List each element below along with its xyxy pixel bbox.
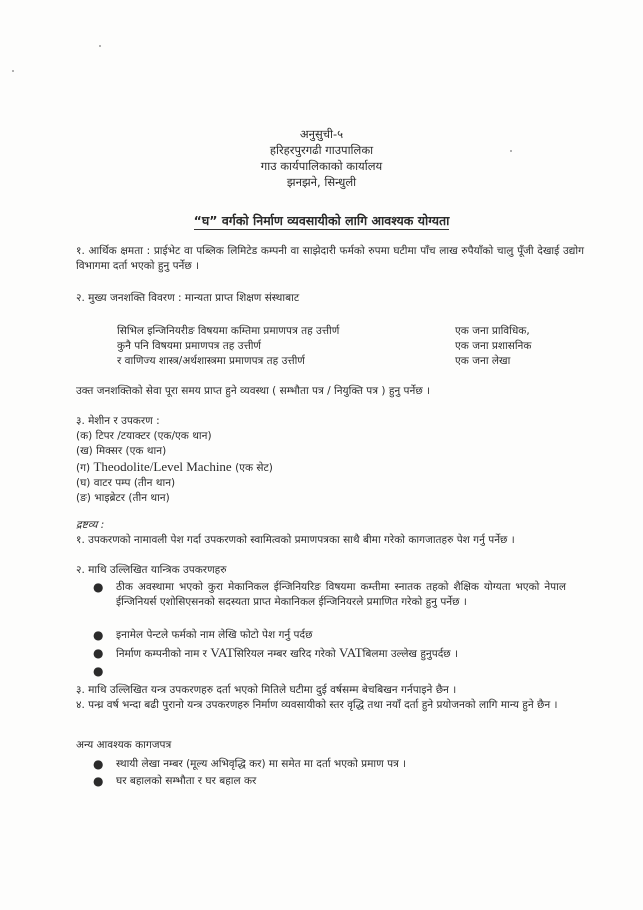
equipment-heading: ३. मेशीन र उपकरण : xyxy=(76,415,160,427)
bullet-icon: ● xyxy=(93,580,104,594)
count-technical: एक जना प्राविधिक, xyxy=(455,325,530,337)
note-4: ४. पन्ध्र वर्ष भन्दा बढी पुरानो यन्त्र उपकरणहरु निर्माण व्यवसायीको स्तर वृद्धि तथा नयाँ दर्ता हुने प्रयोजनको लागि मान्य हुने छैन । xyxy=(76,699,558,711)
municipality-name: हरिहरपुरगढी गाउपालिका xyxy=(269,143,374,157)
note-2-bullet: निर्माण कम्पनीको नाम र VATसिरियल नम्बर खरिद गरेको VATबिलमा उल्लेख हुनुपर्दछ । xyxy=(116,645,458,660)
bullet-icon: ● xyxy=(93,664,104,678)
note-2-bullet: इनामेल पेन्टले फर्मको नाम लेखि फोटो पेश गर्नु पर्दछ xyxy=(116,629,313,641)
equipment-item: (ख) मिक्सर (एक थान) xyxy=(76,445,167,457)
office-name: गाउ कार्यपालिकाको कार्यालय xyxy=(260,159,383,173)
note-1: १. उपकरणको नामावली पेश गर्दा उपकरणको स्वामित्वको प्रमाणपत्रका साथै बीमा गरेको कागजातहरु पेश गर्नु पर्नेछ । xyxy=(76,534,515,546)
financial-capacity: १. आर्थिक क्षमता : प्राईभेट वा पब्लिक लिमिटेड कम्पनी वा साझेदारी फर्मको रुपमा घटीमा पाँच लाख रुपैयाँको चालु पूँजी देखाई उद्योग विभागमा दर्ता भएको हुनु पर्नेछ । xyxy=(76,245,584,272)
equipment-item: (ग) Theodolite/Level Machine (एक सेट) xyxy=(76,459,273,474)
other-docs-heading: अन्य आवश्यक कागजपत्र xyxy=(76,739,172,751)
equipment-item: (क) टिपर /टयाक्टर (एक/एक थान) xyxy=(76,430,212,442)
qualification-commerce: र वाणिज्य शास्त्र/अर्थशास्त्रमा प्रमाणपत्र तह उत्तीर्ण xyxy=(117,355,305,367)
scan-speck xyxy=(12,70,14,72)
manpower-heading: २. मुख्य जनशक्ति विवरण : मान्यता प्राप्त शिक्षण संस्थाबाट xyxy=(76,292,300,304)
scan-speck xyxy=(99,45,101,47)
document-title: “घ” वर्गको निर्माण व्यवसायीको लागि आवश्यक योग्यता xyxy=(193,213,450,228)
count-admin: एक जना प्रशासनिक xyxy=(455,340,532,352)
count-accounts: एक जना लेखा xyxy=(455,355,511,367)
other-doc-item: घर बहालको सम्भौता र घर बहाल कर xyxy=(116,775,257,787)
equipment-item: (घ) वाटर पम्प (तीन थान) xyxy=(76,477,176,489)
bullet-icon: ● xyxy=(93,774,104,788)
note-2-bullet: ठीक अवस्थामा भएको कुरा मेकानिकल ईन्जिनियरिङ विषयमा कम्तीमा स्नातक तहको शैक्षिक योग्यता भएको नेपाल ईन्जिनियर्स एशोसिएसनको सदस्यता प्राप्त मेकानिकल ईन्जिनियरले प्रमाणित गरेको हुनु पर्नेछ । xyxy=(116,581,566,608)
schedule-number: अनुसुची-५ xyxy=(299,127,344,141)
note-2: २. माथि उल्लिखित यान्त्रिक उपकरणहरु xyxy=(76,564,227,576)
notes-heading: द्रष्टव्य : xyxy=(76,519,105,531)
qualification-civil: सिभिल इन्जिनियरीङ विषयमा कम्तिमा प्रमाणपत्र तह उत्तीर्ण xyxy=(117,325,340,337)
bullet-icon: ● xyxy=(93,646,104,660)
bullet-icon: ● xyxy=(93,757,104,771)
office-location: झनझने, सिन्धुली xyxy=(286,175,357,189)
theodolite-name: Theodolite/Level Machine xyxy=(93,459,232,474)
note-3: ३. माथि उल्लिखित यन्त्र उपकरणहरु दर्ता भएको मितिले घटीमा दुई वर्षसम्म बेचबिखन गर्नपाइने छैन । xyxy=(76,684,457,696)
equipment-item: (ङ) भाइब्रेटर (तीन थान) xyxy=(76,492,170,504)
other-doc-item: स्थायी लेखा नम्बर (मूल्य अभिवृद्धि कर) मा समेत मा दर्ता भएको प्रमाण पत्र । xyxy=(116,758,407,770)
manpower-note: उक्त जनशक्तिको सेवा पूरा समय प्राप्त हुने व्यवस्था ( सम्भौता पत्र / नियुक्ति पत्र ) हुनु पर्नेछ । xyxy=(76,385,431,397)
bullet-icon: ● xyxy=(93,628,104,642)
qualification-any: कुनै पनि विषयमा प्रमाणपत्र तह उत्तीर्ण xyxy=(117,340,262,352)
